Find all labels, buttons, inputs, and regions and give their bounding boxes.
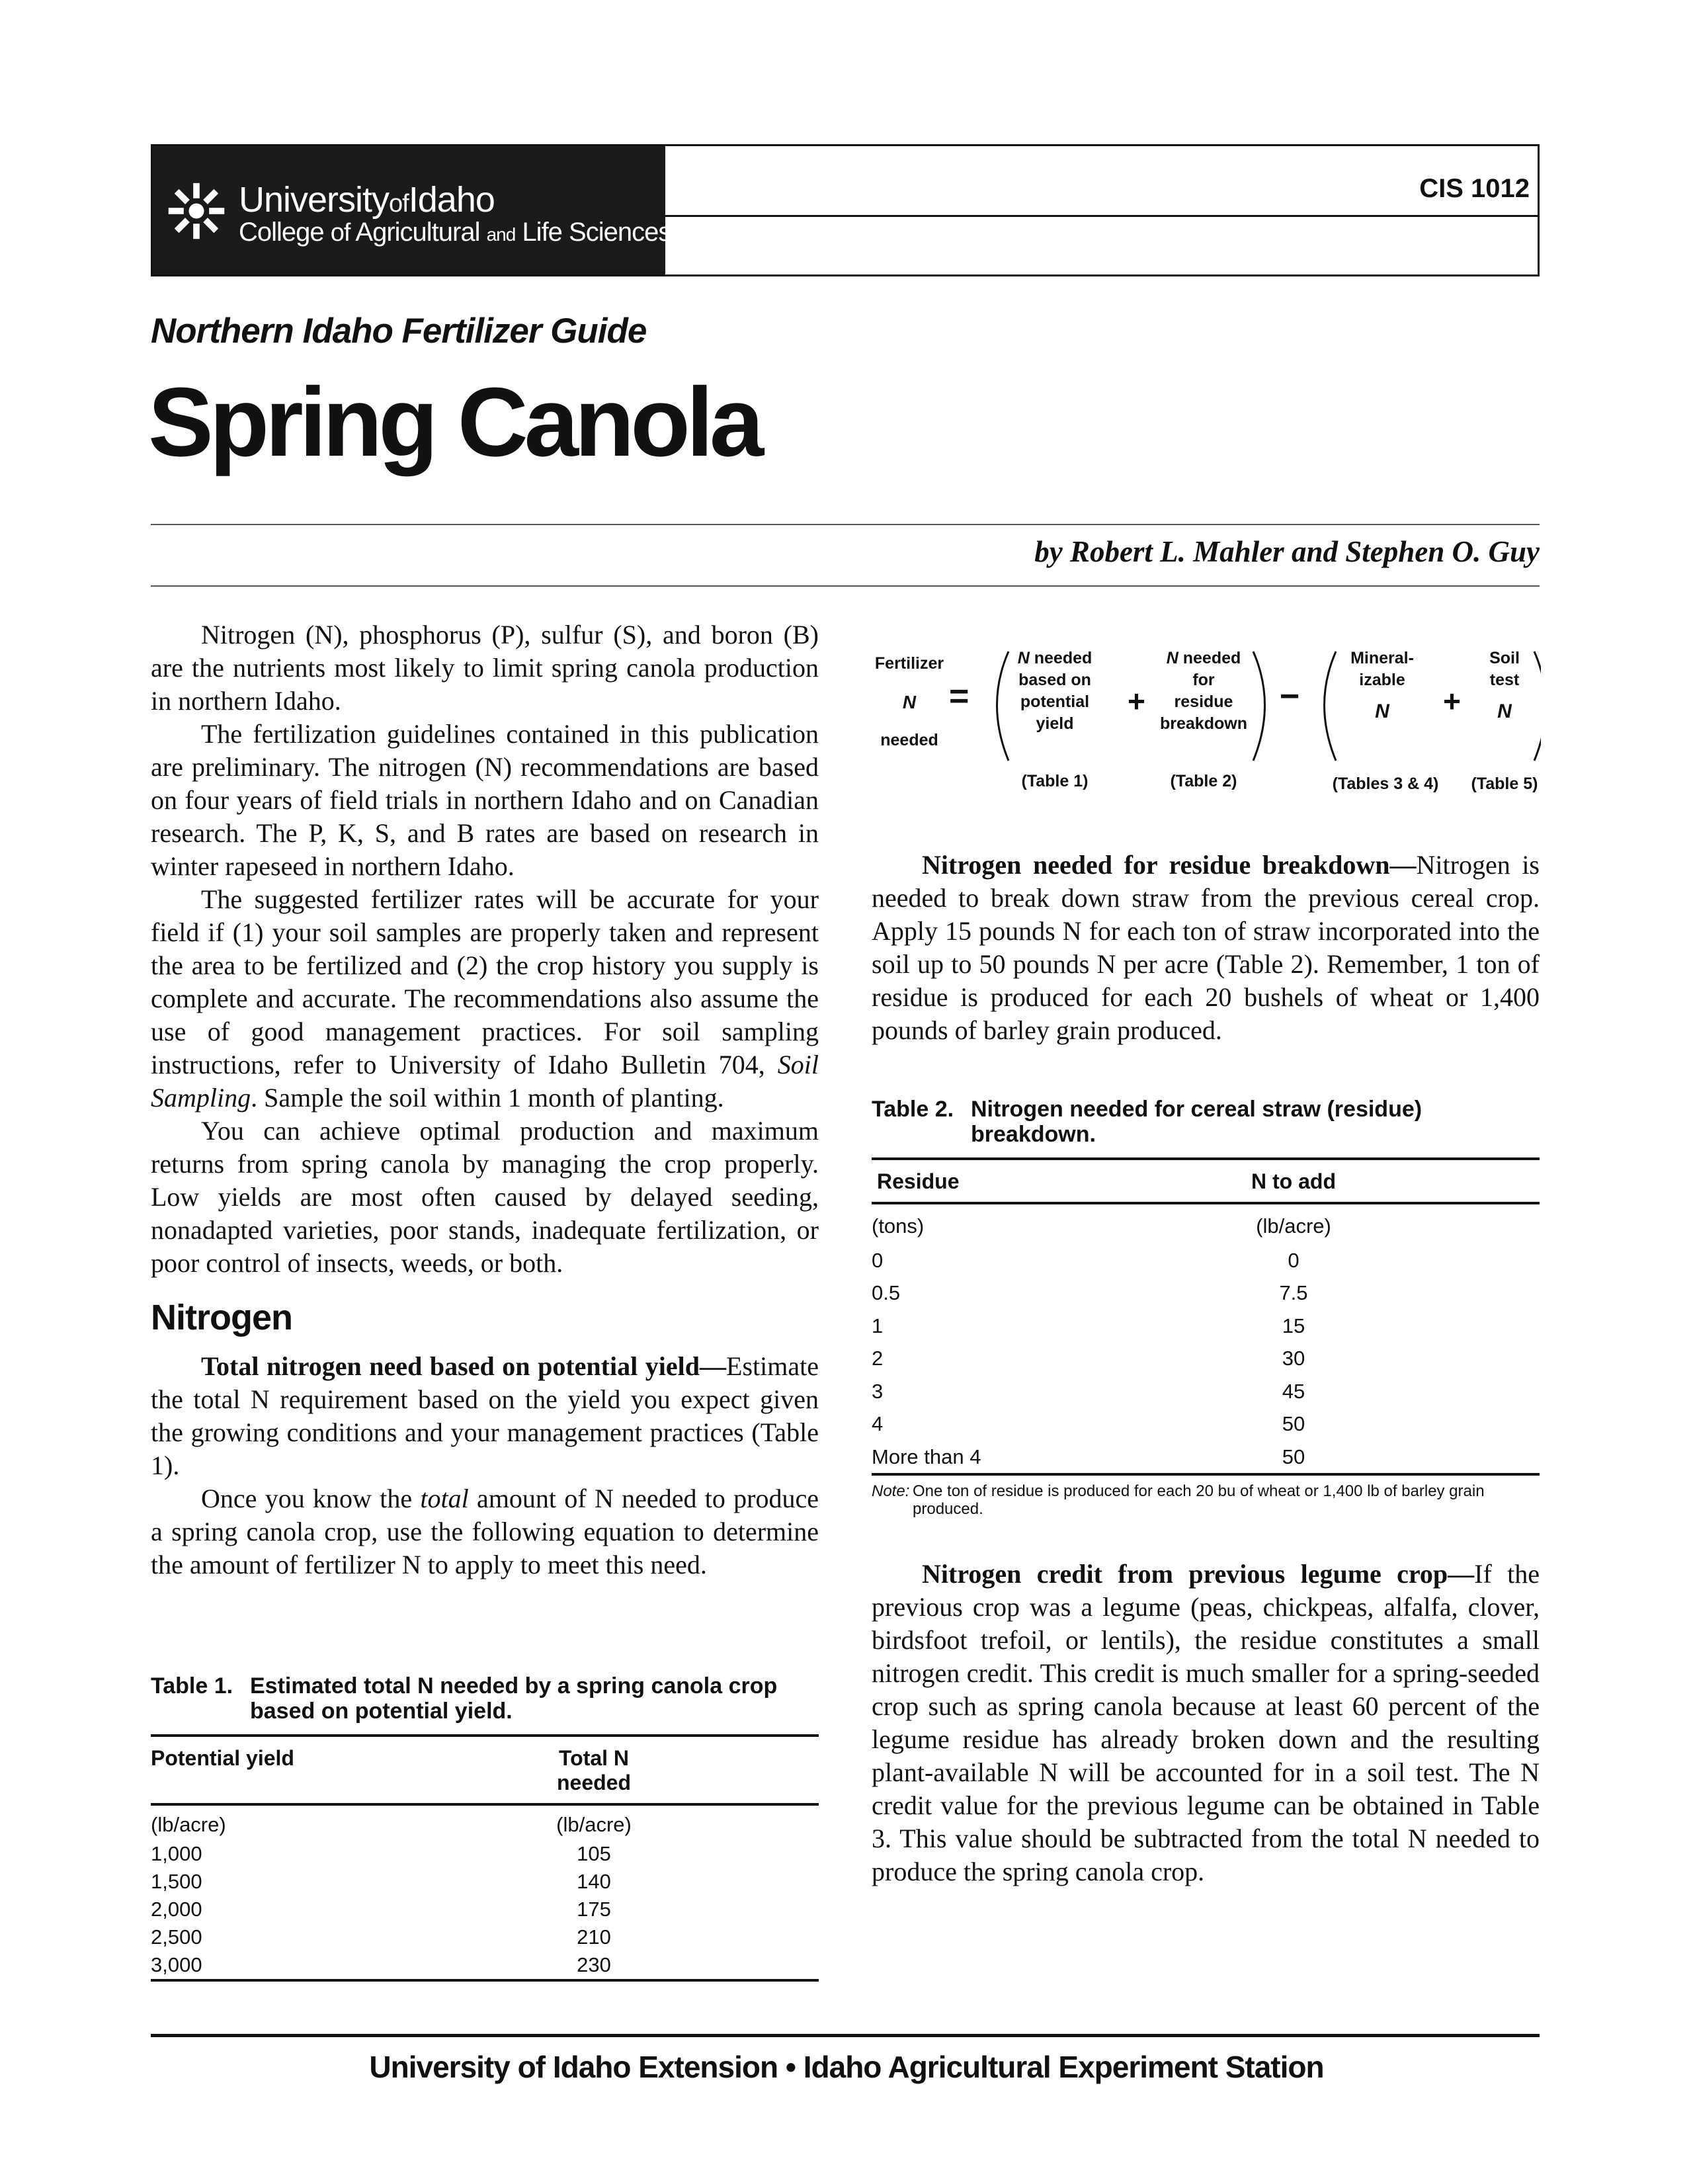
masthead bbox=[151, 144, 1540, 276]
eq-term4: Soil test N bbox=[1489, 649, 1520, 722]
table-cell: 2,500 bbox=[151, 1925, 202, 1949]
table-units-row bbox=[151, 1811, 819, 1839]
publication-code: CIS 1012 bbox=[1419, 174, 1530, 203]
table-cell: 140 bbox=[577, 1870, 611, 1893]
table-2-body bbox=[872, 1204, 1540, 1473]
table-2-caption: Table 2. Nitrogen needed for cereal straw (residue) breakdown. bbox=[872, 1097, 1423, 1147]
university-name: UniversityofIdaho bbox=[239, 180, 495, 220]
university-logo[interactable] bbox=[153, 146, 671, 274]
table-cell: 1,500 bbox=[151, 1870, 202, 1893]
table-row bbox=[872, 1441, 1540, 1474]
table-row bbox=[872, 1407, 1540, 1441]
paragraph-equation-intro: Once you know the total amount of N needed to produce a spring canola crop, use the following equation to determine the amount of fertilizer N to apply to meet this need. bbox=[151, 1484, 819, 1579]
table-row bbox=[872, 1375, 1540, 1408]
table-2-header: Residue N to add bbox=[872, 1157, 1540, 1204]
authors: by Robert L. Mahler and Stephen O. Guy bbox=[1034, 535, 1540, 568]
table-1-caption: Table 1. Estimated total N needed by a spring canola crop based on potential yield. bbox=[151, 1673, 778, 1724]
table-cell: 230 bbox=[577, 1953, 611, 1976]
paragraph-total-need: Total nitrogen need based on potential yield—Estimate the total N requirement based on the yield you expect given the growing conditions and your management practices (Table 1). bbox=[151, 1351, 819, 1480]
eq-n-symbol: N bbox=[902, 692, 917, 712]
section-heading-nitrogen: Nitrogen bbox=[151, 1298, 292, 1337]
footer: University of Idaho Extension • Idaho Agricultural Experiment Station bbox=[369, 2050, 1324, 2084]
table-1-body bbox=[151, 1806, 819, 1979]
table-cell: (tons) bbox=[872, 1214, 925, 1238]
fertilizer-equation bbox=[873, 645, 1541, 804]
table-cell: 3,000 bbox=[151, 1953, 202, 1976]
table-row bbox=[151, 1840, 819, 1868]
eq-fertilizer-label: Fertilizer bbox=[874, 654, 944, 673]
table-cell: 2 bbox=[872, 1347, 884, 1370]
table-1-header: Potential yield Total N needed bbox=[151, 1734, 819, 1806]
header-divider bbox=[665, 215, 1538, 217]
table-cell: 30 bbox=[1282, 1347, 1305, 1370]
table-2 bbox=[872, 1097, 1540, 1518]
table-row bbox=[872, 1342, 1540, 1375]
table-cell: 7.5 bbox=[1279, 1281, 1308, 1304]
table-cell: 175 bbox=[577, 1898, 611, 1921]
eq-term1-ref: (Table 1) bbox=[1021, 772, 1089, 790]
eq-plus-1: + bbox=[1128, 684, 1145, 718]
column-right-bottom bbox=[872, 1558, 1540, 1888]
table-cell: 3 bbox=[872, 1379, 884, 1403]
table-2-note: Note: One ton of residue is produced for each 20 bu of wheat or 1,400 lb of barley grain produced. bbox=[872, 1482, 1485, 1518]
table-cell: (lb/acre) bbox=[556, 1813, 632, 1836]
table-1 bbox=[151, 1673, 819, 1982]
table-row bbox=[151, 1951, 819, 1979]
eq-plus-2: + bbox=[1443, 684, 1461, 718]
table-cell: 0 bbox=[1288, 1248, 1300, 1272]
eq-equals: = bbox=[949, 677, 970, 716]
table-cell: 50 bbox=[1282, 1445, 1305, 1468]
table-cell: 2,000 bbox=[151, 1898, 202, 1921]
table-units-row bbox=[872, 1210, 1540, 1243]
college-name: College of Agricultural and Life Sciences bbox=[239, 218, 671, 247]
table-cell: 210 bbox=[577, 1925, 611, 1949]
table-cell: 4 bbox=[872, 1412, 884, 1435]
table-row bbox=[872, 1244, 1540, 1277]
eq-term4-ref: (Table 5) bbox=[1471, 775, 1538, 793]
column-right-top bbox=[872, 849, 1540, 1047]
author-rule bbox=[151, 585, 1540, 587]
table-cell: (lb/acre) bbox=[151, 1813, 226, 1836]
table-row bbox=[872, 1277, 1540, 1310]
table-cell: (lb/acre) bbox=[1256, 1214, 1331, 1238]
table-cell: 45 bbox=[1282, 1379, 1305, 1403]
column-left bbox=[151, 618, 819, 1581]
eq-needed-label: needed bbox=[880, 731, 938, 749]
eq-term3-ref: (Tables 3 & 4) bbox=[1332, 775, 1439, 793]
eq-term1: N needed based on potential yield bbox=[1017, 649, 1093, 733]
table-cell: 1,000 bbox=[151, 1842, 202, 1865]
paragraph-residue: Nitrogen needed for residue breakdown—Nitrogen is needed to break down straw from the previous cereal crop. Apply 15 pounds N for each ton of straw incorporated into the soil up to 50 pounds N per acre (Table 2). Remember, 1 ton of residue is produced for each 20 bushels of wheat or 1,400 pounds of barley grain produced. bbox=[872, 850, 1540, 1045]
paragraph-returns: You can achieve optimal production and maximum returns from spring canola by managing the crop properly. Low yields are most often caused by delayed seeding, nonadapted varieties, poor stands, inadequate fertilization, or poor control of insects, weeds, or both. bbox=[151, 1116, 819, 1278]
table-cell: 50 bbox=[1282, 1412, 1305, 1435]
eq-term2: N needed for residue breakdown bbox=[1160, 649, 1247, 733]
table-cell: 1 bbox=[872, 1314, 884, 1337]
table-cell: 0 bbox=[872, 1248, 884, 1272]
paragraph-guidelines: The fertilization guidelines contained in this publication are preliminary. The nitrogen (N) recommendations are based on four years of field trials in northern Idaho and on Canadian research. The P, K, S, and B rates are based on research in winter rapeseed in northern Idaho. bbox=[151, 719, 819, 881]
table-row bbox=[151, 1896, 819, 1923]
page-title: Spring Canola bbox=[148, 368, 761, 477]
table-row bbox=[151, 1923, 819, 1951]
footer-rule bbox=[151, 2034, 1540, 2037]
table-cell: 105 bbox=[577, 1842, 611, 1865]
series-title: Northern Idaho Fertilizer Guide bbox=[151, 312, 647, 351]
table-1-bottom-rule bbox=[151, 1979, 819, 1982]
eq-minus: − bbox=[1280, 677, 1300, 716]
eq-term2-ref: (Table 2) bbox=[1170, 772, 1237, 790]
paragraph-intro: Nitrogen (N), phosphorus (P), sulfur (S), and boron (B) are the nutrients most likely to limit spring canola production in northern Idaho. bbox=[151, 620, 819, 716]
table-cell: 15 bbox=[1282, 1314, 1305, 1337]
title-rule bbox=[151, 524, 1540, 525]
eq-term3: Mineral- izable N bbox=[1350, 649, 1414, 722]
university-seal-icon bbox=[165, 179, 228, 243]
table-cell: More than 4 bbox=[872, 1445, 981, 1468]
paragraph-legume-credit: Nitrogen credit from previous legume crop—If the previous crop was a legume (peas, chickpeas, alfalfa, clover, birdsfoot trefoil, or lentils), the residue constitutes a small nitrogen credit. This credit is much smaller for a spring-seeded crop such as spring canola because at least 60 percent of the legume residue has already broken down and the resulting plant-available N will be accounted for in a soil test. The N credit value for the previous legume can be obtained in Table 3. This value should be subtracted from the total N needed to produce the spring canola crop. bbox=[872, 1559, 1540, 1886]
paragraph-accuracy: The suggested fertilizer rates will be accurate for your field if (1) your soil samples are properly taken and represent the area to be fertilized and (2) the crop history you supply is complete and accurate. The recommendations also assume the use of good management practices. For soil sampling instructions, refer to University of Idaho Bulletin 704, Soil Sampling. Sample the soil within 1 month of planting. bbox=[151, 884, 819, 1113]
table-row bbox=[872, 1310, 1540, 1343]
table-cell: 0.5 bbox=[872, 1281, 901, 1304]
table-row bbox=[151, 1868, 819, 1896]
